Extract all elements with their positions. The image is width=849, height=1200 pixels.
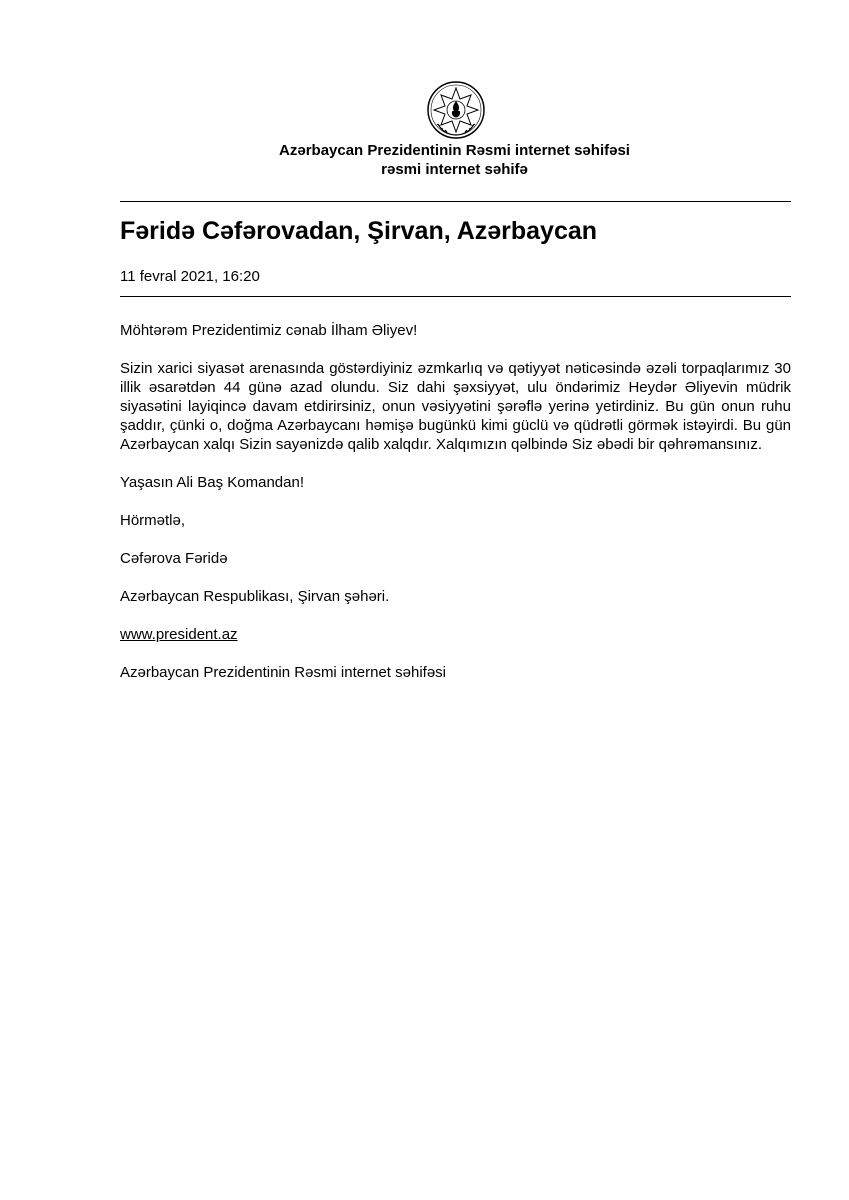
article-title: Fəridə Cəfərovadan, Şirvan, Azərbaycan: [120, 217, 598, 245]
source-link[interactable]: www.president.az: [120, 626, 238, 643]
site-title: Azərbaycan Prezidentinin Rəsmi internet səhifəsi: [279, 142, 630, 159]
article-body: Sizin xarici siyasət arenasında göstərdiyiniz əzmkarlıq və qətiyyət nəticəsində əzəli torpaqlarımız 30 illik əsarətdən 44 günə azad olundu. Siz dahi şəxsiyyət, ulu öndərimiz Heydər Əliyevin müdrik siyasətini layiqincə davam etdirirsiniz, onun vəsiyyətini şərəflə yerinə yetirdiniz. Bu gün onun ruhu şaddır, çünki o, doğma Azərbaycanı həmişə bugünkü kimi güclü və qüdrətli görmək istəyirdi. Bu gün Azərbaycan xalqı Sizin sayənizdə qalib xalqdır. Xalqımızın qəlbində Siz əbədi bir qəhrəmansınız.: [120, 360, 791, 453]
article-content: [120, 321, 791, 701]
divider-bottom: [120, 296, 791, 297]
signature-location: Azərbaycan Respublikası, Şirvan şəhəri.: [120, 588, 390, 605]
divider-top: [120, 201, 791, 202]
salutation: Möhtərəm Prezidentimiz cənab İlham Əliyev!: [120, 322, 418, 339]
exclamation: Yaşasın Ali Baş Komandan!: [120, 474, 304, 491]
site-header: [0, 141, 849, 179]
source-name: Azərbaycan Prezidentinin Rəsmi internet səhifəsi: [120, 664, 446, 681]
azerbaijan-state-emblem-icon: [426, 80, 486, 140]
closing: Hörmətlə,: [120, 512, 186, 529]
signature-name: Cəfərova Fəridə: [120, 550, 228, 567]
article-date: 11 fevral 2021, 16:20: [120, 268, 260, 285]
site-subtitle: rəsmi internet səhifə: [381, 161, 528, 178]
